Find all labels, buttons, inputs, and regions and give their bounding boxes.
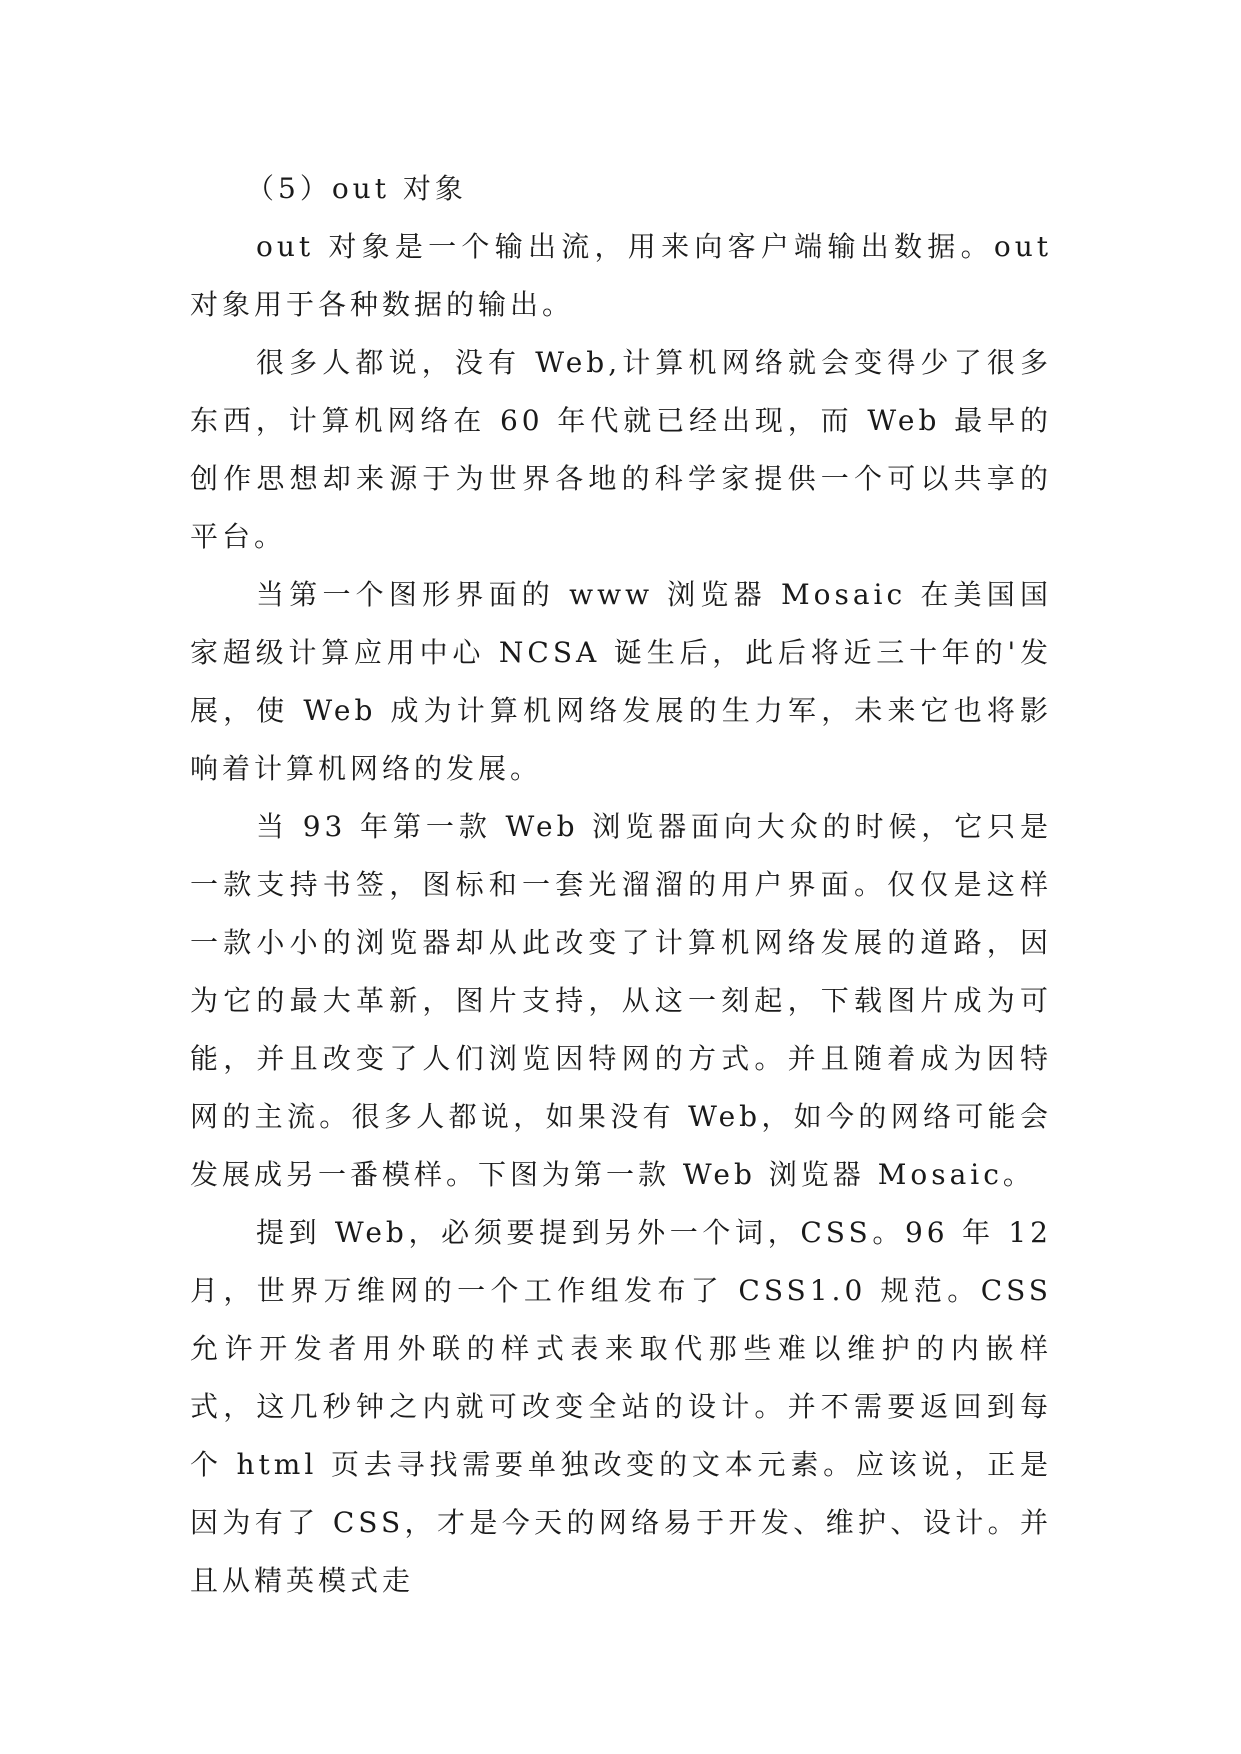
section-heading: （5）out 对象 bbox=[246, 172, 467, 205]
paragraph-mosaic: 当第一个图形界面的 www 浏览器 Mosaic 在美国国家超级计算应用中心 NCSA 诞生后，此后将近三十年的'发展，使 Web 成为计算机网络发展的生力军，未来它也将影响着计算机网络的发展。 bbox=[190, 578, 1052, 785]
paragraph-out-object: out 对象是一个输出流，用来向客户端输出数据。out 对象用于各种数据的输出。 bbox=[190, 230, 1052, 321]
document-body bbox=[190, 160, 1052, 1610]
paragraph-css: 提到 Web，必须要提到另外一个词，CSS。96 年 12 月，世界万维网的一个工作组发布了 CSS1.0 规范。CSS 允许开发者用外联的样式表来取代那些难以维护的内嵌样式，这几秒钟之内就可改变全站的设计。并不需要返回到每个 html 页去寻找需要单独改变的文本元素。应该说，正是因为有了 CSS，才是今天的网络易于开发、维护、设计。并且从精英模式走 bbox=[190, 1216, 1052, 1597]
paragraph-first-browser: 当 93 年第一款 Web 浏览器面向大众的时候，它只是一款支持书签，图标和一套光溜溜的用户界面。仅仅是这样一款小小的浏览器却从此改变了计算机网络发展的道路，因为它的最大革新，图片支持，从这一刻起，下载图片成为可能，并且改变了人们浏览因特网的方式。并且随着成为因特网的主流。很多人都说，如果没有 Web，如今的网络可能会发展成另一番模样。下图为第一款 Web 浏览器 Mosaic。 bbox=[190, 810, 1052, 1191]
paragraph-web-history: 很多人都说，没有 Web,计算机网络就会变得少了很多东西，计算机网络在 60 年代就已经出现，而 Web 最早的创作思想却来源于为世界各地的科学家提供一个可以共享的平台。 bbox=[190, 346, 1052, 553]
